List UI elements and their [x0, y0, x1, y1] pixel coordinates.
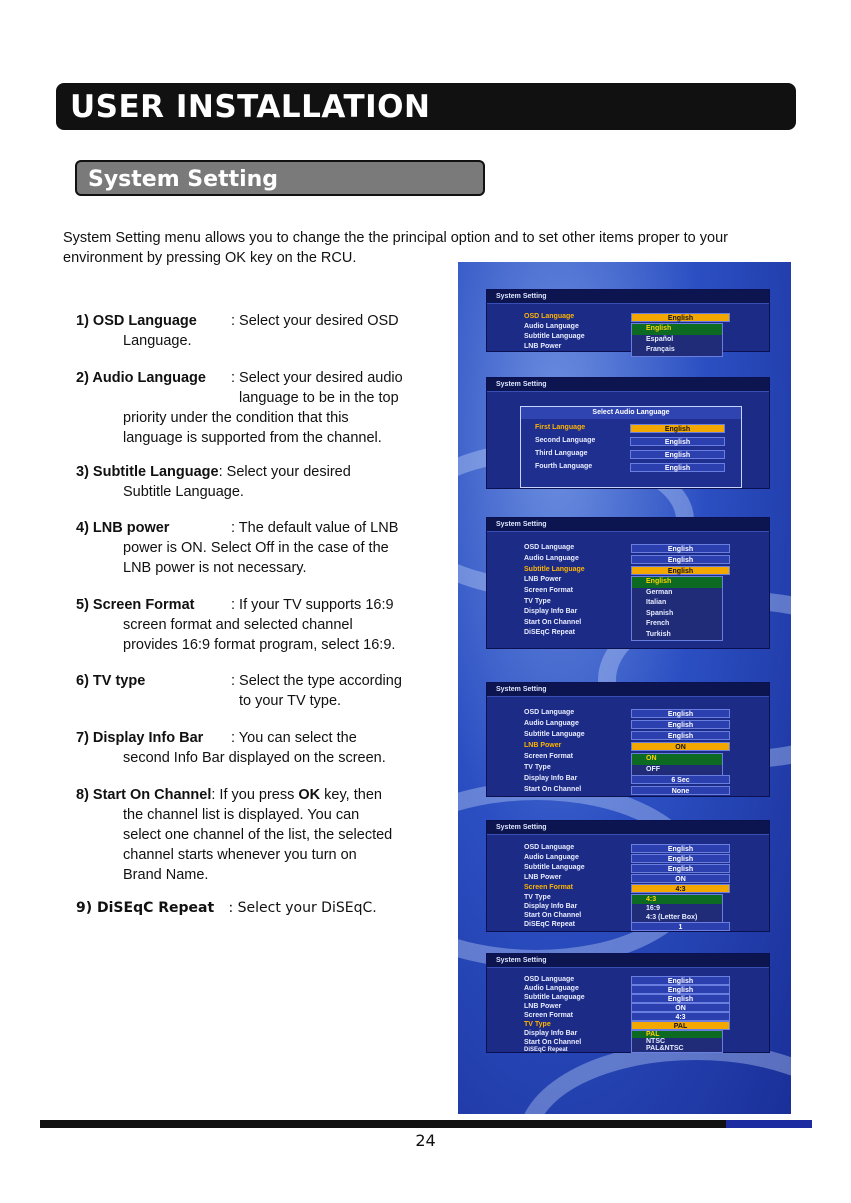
menu-row: Display Info Bar: [524, 1030, 578, 1037]
menu-row: Subtitle Language: [524, 994, 585, 1001]
screen-title: System Setting: [487, 290, 769, 304]
menu-value: English: [631, 720, 730, 729]
menu-row: Start On Channel: [524, 619, 582, 626]
item-label: 4) LNB power: [76, 520, 170, 536]
item-desc: : Select your DiSEqC.: [224, 900, 377, 916]
option-item: PAL: [632, 1031, 722, 1038]
item-screen-format: [76, 595, 395, 655]
menu-value: 4:3: [631, 884, 730, 893]
item-desc: channel starts whenever you turn on: [123, 847, 357, 863]
menu-row: Display Info Bar: [524, 775, 578, 782]
screen-title: System Setting: [487, 518, 769, 532]
menu-row: Start On Channel: [524, 912, 582, 919]
menu-value: 1: [631, 922, 730, 931]
menu-row: LNB Power: [524, 1003, 562, 1010]
menu-row: TV Type: [524, 764, 551, 771]
menu-value: PAL: [631, 1021, 730, 1030]
item-desc: the channel list is displayed. You can: [123, 807, 360, 823]
item-label: 5) Screen Format: [76, 597, 195, 613]
menu-value: English: [631, 854, 730, 863]
menu-row: OSD Language: [524, 976, 575, 983]
item-desc: key, then: [320, 787, 382, 803]
options-dropdown: [631, 753, 723, 776]
menu-row: Screen Format: [524, 1012, 574, 1019]
menu-value: 6 Sec: [631, 775, 730, 784]
menu-row: LNB Power: [524, 343, 562, 350]
menu-row: Start On Channel: [524, 1039, 582, 1046]
options-dropdown: [631, 1030, 723, 1053]
screen-audio-language: [486, 377, 770, 489]
option-item: Spanish: [646, 609, 674, 617]
menu-value: English: [631, 709, 730, 718]
options-dropdown: [631, 894, 723, 923]
item-desc: screen format and selected channel: [123, 617, 353, 633]
menu-row: TV Type: [524, 894, 551, 901]
option-item: Italian: [646, 599, 667, 606]
menu-row: Subtitle Language: [524, 864, 585, 871]
section-header: [56, 83, 796, 130]
menu-row: Start On Channel: [524, 786, 582, 793]
menu-row: LNB Power: [524, 576, 562, 583]
footer-accent: [726, 1120, 812, 1128]
menu-value: English: [631, 544, 730, 553]
audio-language-popup: [520, 406, 742, 488]
item-start-on-channel: [76, 785, 392, 885]
item-desc: : The default value of LNB: [231, 520, 399, 536]
menu-value: ON: [631, 874, 730, 883]
screen-title: System Setting: [487, 821, 769, 835]
screen-title: System Setting: [487, 378, 769, 392]
option-item: PAL&NTSC: [646, 1045, 684, 1052]
menu-value: English: [631, 731, 730, 740]
menu-row: Second Language: [535, 437, 596, 444]
item-desc: Brand Name.: [123, 867, 209, 883]
menu-row: OSD Language: [524, 844, 575, 851]
option-item: Français: [646, 346, 675, 353]
menu-row: Display Info Bar: [524, 608, 578, 615]
menu-row: Fourth Language: [535, 463, 593, 470]
item-label: 1) OSD Language: [76, 313, 197, 329]
footer-rule: [40, 1120, 812, 1128]
item-desc: power is ON. Select Off in the case of the: [123, 540, 389, 556]
menu-row: TV Type: [524, 598, 551, 605]
item-audio-language: [76, 368, 403, 448]
option-item: English: [632, 324, 722, 335]
menu-value: English: [631, 313, 730, 322]
menu-row: LNB Power: [524, 874, 562, 881]
menu-row: Screen Format: [524, 884, 574, 891]
item-label: 7) Display Info Bar: [76, 730, 204, 746]
item-desc: : If you press: [211, 787, 299, 803]
option-item: Español: [646, 335, 674, 343]
item-desc: : Select the type according: [231, 673, 402, 689]
menu-row: Screen Format: [524, 587, 574, 594]
option-item: OFF: [646, 765, 660, 773]
option-item: NTSC: [646, 1038, 666, 1045]
menu-row: DiSEqC Repeat: [524, 921, 575, 928]
menu-row: OSD Language: [524, 544, 575, 551]
options-dropdown: [631, 323, 723, 357]
subsection-title: System Setting: [88, 167, 279, 192]
item-subtitle-language: [76, 462, 351, 502]
item-desc: : Select your desired audio: [231, 370, 403, 386]
item-desc: LNB power is not necessary.: [123, 560, 307, 576]
menu-value: English: [630, 437, 725, 446]
menu-value: English: [631, 976, 730, 985]
menu-value: English: [631, 555, 730, 564]
item-desc: second Info Bar displayed on the screen.: [123, 750, 386, 766]
menu-row: First Language: [535, 424, 586, 431]
item-label: 8) Start On Channel: [76, 787, 212, 803]
menu-row: TV Type: [524, 1021, 551, 1028]
menu-value: English: [631, 864, 730, 873]
menu-value: English: [631, 566, 730, 575]
menu-row: OSD Language: [524, 709, 575, 716]
menu-value: English: [631, 985, 730, 994]
item-desc: to your TV type.: [239, 693, 342, 709]
menu-row: Third Language: [535, 450, 588, 457]
item-desc: select one channel of the list, the selected: [123, 827, 393, 843]
item-desc: provides 16:9 format program, select 16:9.: [123, 637, 396, 653]
menu-value: ON: [631, 1003, 730, 1012]
option-item: 4:3: [632, 895, 722, 904]
item-desc: Subtitle Language.: [123, 484, 244, 500]
menu-value: None: [631, 786, 730, 795]
item-desc: language to be in the top: [239, 390, 399, 406]
option-item: German: [646, 588, 673, 596]
option-item: English: [632, 577, 722, 588]
item-desc: priority under the condition that this: [123, 410, 349, 426]
screen-subtitle-language: [486, 517, 770, 649]
menu-value: 4:3: [631, 1012, 730, 1021]
menu-value: English: [630, 424, 725, 433]
menu-row: Subtitle Language: [524, 566, 585, 573]
item-label: 6) TV type: [76, 673, 146, 689]
menu-row: Subtitle Language: [524, 333, 585, 340]
item-tv-type: [76, 671, 402, 711]
item-desc: : Select your desired: [218, 464, 351, 480]
item-desc: language is supported from the channel.: [123, 430, 382, 446]
popup-title: Select Audio Language: [521, 407, 741, 419]
screen-screen-format: [486, 820, 770, 932]
item-diseqc-repeat: [76, 898, 377, 918]
item-desc: : If your TV supports 16:9: [231, 597, 394, 613]
options-dropdown: [631, 576, 723, 641]
item-desc: : Select your desired OSD: [231, 313, 399, 329]
screen-lnb-power: [486, 682, 770, 797]
item-label: 3) Subtitle Language: [76, 464, 219, 480]
subsection-header: [75, 160, 485, 196]
menu-row: Audio Language: [524, 985, 579, 992]
menu-value: English: [630, 450, 725, 459]
page-number: 24: [415, 1131, 436, 1150]
screen-tv-type: [486, 953, 770, 1053]
item-label: 2) Audio Language: [76, 370, 206, 386]
menu-value: ON: [631, 742, 730, 751]
menu-row: Audio Language: [524, 854, 579, 861]
item-lnb-power: [76, 518, 398, 578]
menu-row: Display Info Bar: [524, 903, 578, 910]
option-item: ON: [632, 754, 722, 765]
menu-value: English: [631, 994, 730, 1003]
section-header-title: USER INSTALLATION: [70, 89, 431, 125]
intro-paragraph: System Setting menu allows you to change the the principal option and to set other items proper to your environment by pressing OK key on the RCU.: [63, 230, 728, 266]
screen-osd-language: [486, 289, 770, 352]
menu-row: DiSEqC Repeat: [524, 1047, 568, 1053]
screen-title: System Setting: [487, 683, 769, 697]
menu-row: Audio Language: [524, 720, 579, 727]
item-desc: Language.: [123, 333, 192, 349]
option-item: Turkish: [646, 630, 671, 638]
item-label: 9) DiSEqC Repeat: [76, 900, 215, 916]
menu-row: Audio Language: [524, 323, 579, 330]
item-osd-language: [76, 311, 399, 351]
menu-row: Audio Language: [524, 555, 579, 562]
menu-row: Subtitle Language: [524, 731, 585, 738]
menu-row: LNB Power: [524, 742, 562, 749]
menu-value: English: [631, 844, 730, 853]
item-desc: : You can select the: [231, 730, 357, 746]
menu-row: DiSEqC Repeat: [524, 629, 575, 636]
menu-row: Screen Format: [524, 753, 574, 760]
menu-value: English: [630, 463, 725, 472]
screen-title: System Setting: [487, 954, 769, 968]
item-display-info-bar: [76, 728, 386, 768]
menu-row: OSD Language: [524, 313, 575, 320]
option-item: 16:9: [646, 905, 661, 912]
option-item: 4:3 (Letter Box): [646, 914, 698, 921]
option-item: French: [646, 620, 670, 627]
ok-key: OK: [298, 787, 321, 803]
